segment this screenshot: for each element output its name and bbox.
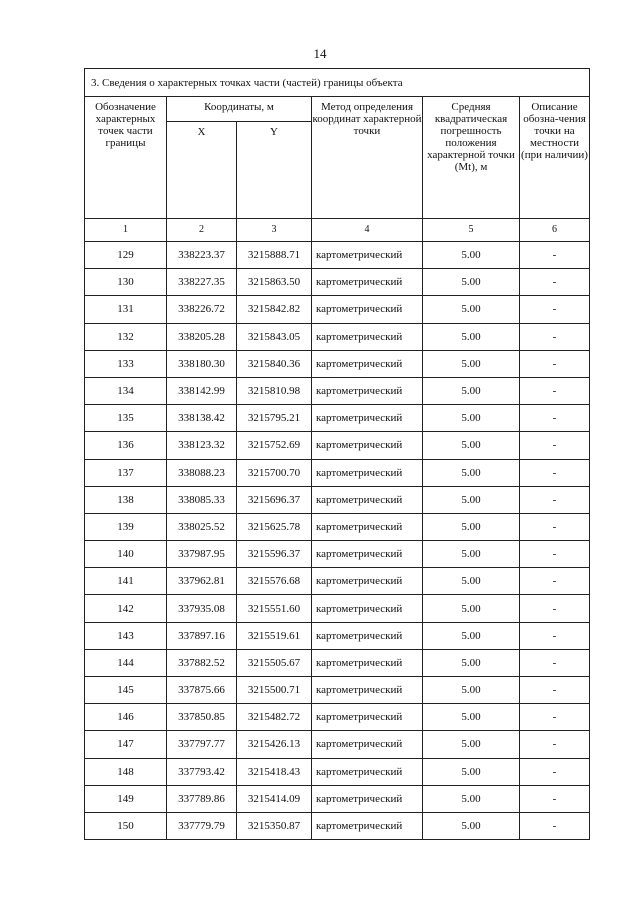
description-cell: - <box>520 513 590 540</box>
header-description: Описание обозна-чения точки на местности (при наличии) <box>520 97 590 219</box>
point-id-cell: 142 <box>85 595 167 622</box>
column-number: 4 <box>312 219 423 242</box>
point-id-cell: 148 <box>85 758 167 785</box>
description-cell: - <box>520 812 590 839</box>
header-y: Y <box>237 122 312 219</box>
y-coordinate-cell: 3215500.71 <box>237 677 312 704</box>
x-coordinate-cell: 337850.85 <box>167 704 237 731</box>
point-id-cell: 141 <box>85 568 167 595</box>
y-coordinate-cell: 3215840.36 <box>237 350 312 377</box>
method-cell: картометрический <box>312 323 423 350</box>
x-coordinate-cell: 338088.23 <box>167 459 237 486</box>
description-cell: - <box>520 677 590 704</box>
table-row <box>85 242 590 269</box>
method-cell: картометрический <box>312 677 423 704</box>
y-coordinate-cell: 3215596.37 <box>237 541 312 568</box>
header-row-top <box>85 97 590 122</box>
accuracy-cell: 5.00 <box>423 269 520 296</box>
y-coordinate-cell: 3215426.13 <box>237 731 312 758</box>
point-id-cell: 132 <box>85 323 167 350</box>
accuracy-cell: 5.00 <box>423 323 520 350</box>
x-coordinate-cell: 337797.77 <box>167 731 237 758</box>
table-row <box>85 541 590 568</box>
point-id-cell: 139 <box>85 513 167 540</box>
y-coordinate-cell: 3215505.67 <box>237 649 312 676</box>
x-coordinate-cell: 338025.52 <box>167 513 237 540</box>
x-coordinate-cell: 338138.42 <box>167 405 237 432</box>
method-cell: картометрический <box>312 812 423 839</box>
point-id-cell: 147 <box>85 731 167 758</box>
point-id-cell: 133 <box>85 350 167 377</box>
x-coordinate-cell: 337987.95 <box>167 541 237 568</box>
description-cell: - <box>520 269 590 296</box>
column-number: 1 <box>85 219 167 242</box>
page-number: 14 <box>313 46 327 61</box>
column-number: 2 <box>167 219 237 242</box>
accuracy-cell: 5.00 <box>423 350 520 377</box>
header-point-designation: Обозначение характерных точек части границы <box>85 97 167 219</box>
x-coordinate-cell: 338223.37 <box>167 242 237 269</box>
x-coordinate-cell: 337779.79 <box>167 812 237 839</box>
x-coordinate-cell: 338085.33 <box>167 486 237 513</box>
accuracy-cell: 5.00 <box>423 704 520 731</box>
table-row <box>85 486 590 513</box>
accuracy-cell: 5.00 <box>423 758 520 785</box>
table-row <box>85 323 590 350</box>
description-cell: - <box>520 296 590 323</box>
table-row <box>85 785 590 812</box>
accuracy-cell: 5.00 <box>423 812 520 839</box>
method-cell: картометрический <box>312 568 423 595</box>
y-coordinate-cell: 3215350.87 <box>237 812 312 839</box>
point-id-cell: 144 <box>85 649 167 676</box>
accuracy-cell: 5.00 <box>423 785 520 812</box>
point-id-cell: 135 <box>85 405 167 432</box>
method-cell: картометрический <box>312 242 423 269</box>
y-coordinate-cell: 3215795.21 <box>237 405 312 432</box>
accuracy-cell: 5.00 <box>423 432 520 459</box>
x-coordinate-cell: 337882.52 <box>167 649 237 676</box>
point-id-cell: 131 <box>85 296 167 323</box>
table-row <box>85 731 590 758</box>
description-cell: - <box>520 377 590 404</box>
accuracy-cell: 5.00 <box>423 377 520 404</box>
header-x: X <box>167 122 237 219</box>
method-cell: картометрический <box>312 269 423 296</box>
accuracy-cell: 5.00 <box>423 459 520 486</box>
description-cell: - <box>520 323 590 350</box>
x-coordinate-cell: 338123.32 <box>167 432 237 459</box>
header-method: Метод определения координат характерной точки <box>312 97 423 219</box>
table-row <box>85 432 590 459</box>
point-id-cell: 137 <box>85 459 167 486</box>
accuracy-cell: 5.00 <box>423 296 520 323</box>
method-cell: картометрический <box>312 513 423 540</box>
method-cell: картометрический <box>312 350 423 377</box>
table-row <box>85 459 590 486</box>
description-cell: - <box>520 350 590 377</box>
accuracy-cell: 5.00 <box>423 541 520 568</box>
point-id-cell: 149 <box>85 785 167 812</box>
y-coordinate-cell: 3215551.60 <box>237 595 312 622</box>
x-coordinate-cell: 337789.86 <box>167 785 237 812</box>
table-row <box>85 622 590 649</box>
table-row <box>85 269 590 296</box>
description-cell: - <box>520 486 590 513</box>
table-row <box>85 405 590 432</box>
description-cell: - <box>520 704 590 731</box>
point-id-cell: 150 <box>85 812 167 839</box>
accuracy-cell: 5.00 <box>423 595 520 622</box>
y-coordinate-cell: 3215843.05 <box>237 323 312 350</box>
y-coordinate-cell: 3215519.61 <box>237 622 312 649</box>
description-cell: - <box>520 242 590 269</box>
boundary-points-table <box>84 68 590 840</box>
y-coordinate-cell: 3215482.72 <box>237 704 312 731</box>
header-coordinates: Координаты, м <box>167 97 312 122</box>
point-id-cell: 136 <box>85 432 167 459</box>
method-cell: картометрический <box>312 486 423 513</box>
table-row <box>85 595 590 622</box>
description-cell: - <box>520 649 590 676</box>
method-cell: картометрический <box>312 541 423 568</box>
point-id-cell: 140 <box>85 541 167 568</box>
method-cell: картометрический <box>312 758 423 785</box>
description-cell: - <box>520 568 590 595</box>
y-coordinate-cell: 3215863.50 <box>237 269 312 296</box>
accuracy-cell: 5.00 <box>423 486 520 513</box>
column-number-row <box>85 219 590 242</box>
x-coordinate-cell: 337875.66 <box>167 677 237 704</box>
accuracy-cell: 5.00 <box>423 513 520 540</box>
y-coordinate-cell: 3215752.69 <box>237 432 312 459</box>
method-cell: картометрический <box>312 296 423 323</box>
table-row <box>85 377 590 404</box>
method-cell: картометрический <box>312 595 423 622</box>
y-coordinate-cell: 3215842.82 <box>237 296 312 323</box>
method-cell: картометрический <box>312 405 423 432</box>
point-id-cell: 130 <box>85 269 167 296</box>
x-coordinate-cell: 338142.99 <box>167 377 237 404</box>
y-coordinate-cell: 3215625.78 <box>237 513 312 540</box>
method-cell: картометрический <box>312 704 423 731</box>
point-id-cell: 146 <box>85 704 167 731</box>
column-number: 3 <box>237 219 312 242</box>
point-id-cell: 138 <box>85 486 167 513</box>
y-coordinate-cell: 3215700.70 <box>237 459 312 486</box>
method-cell: картометрический <box>312 731 423 758</box>
x-coordinate-cell: 337962.81 <box>167 568 237 595</box>
point-id-cell: 143 <box>85 622 167 649</box>
y-coordinate-cell: 3215576.68 <box>237 568 312 595</box>
table-row <box>85 704 590 731</box>
y-coordinate-cell: 3215810.98 <box>237 377 312 404</box>
y-coordinate-cell: 3215696.37 <box>237 486 312 513</box>
x-coordinate-cell: 338205.28 <box>167 323 237 350</box>
description-cell: - <box>520 405 590 432</box>
x-coordinate-cell: 337897.16 <box>167 622 237 649</box>
point-id-cell: 129 <box>85 242 167 269</box>
table-row <box>85 568 590 595</box>
accuracy-cell: 5.00 <box>423 731 520 758</box>
accuracy-cell: 5.00 <box>423 677 520 704</box>
table-row <box>85 296 590 323</box>
y-coordinate-cell: 3215888.71 <box>237 242 312 269</box>
accuracy-cell: 5.00 <box>423 622 520 649</box>
description-cell: - <box>520 731 590 758</box>
table-row <box>85 513 590 540</box>
x-coordinate-cell: 338226.72 <box>167 296 237 323</box>
x-coordinate-cell: 337793.42 <box>167 758 237 785</box>
method-cell: картометрический <box>312 785 423 812</box>
description-cell: - <box>520 595 590 622</box>
description-cell: - <box>520 785 590 812</box>
section-title-row <box>85 69 590 97</box>
column-number: 5 <box>423 219 520 242</box>
description-cell: - <box>520 541 590 568</box>
method-cell: картометрический <box>312 622 423 649</box>
point-id-cell: 145 <box>85 677 167 704</box>
description-cell: - <box>520 622 590 649</box>
table-row <box>85 350 590 377</box>
accuracy-cell: 5.00 <box>423 568 520 595</box>
method-cell: картометрический <box>312 377 423 404</box>
x-coordinate-cell: 338180.30 <box>167 350 237 377</box>
table-row <box>85 758 590 785</box>
description-cell: - <box>520 432 590 459</box>
method-cell: картометрический <box>312 432 423 459</box>
x-coordinate-cell: 338227.35 <box>167 269 237 296</box>
method-cell: картометрический <box>312 649 423 676</box>
header-accuracy: Средняя квадратическая погрешность положения характерной точки (Mt), м <box>423 97 520 219</box>
y-coordinate-cell: 3215414.09 <box>237 785 312 812</box>
method-cell: картометрический <box>312 459 423 486</box>
table-row <box>85 677 590 704</box>
description-cell: - <box>520 758 590 785</box>
table-row <box>85 649 590 676</box>
x-coordinate-cell: 337935.08 <box>167 595 237 622</box>
y-coordinate-cell: 3215418.43 <box>237 758 312 785</box>
column-number: 6 <box>520 219 590 242</box>
accuracy-cell: 5.00 <box>423 405 520 432</box>
table-row <box>85 812 590 839</box>
accuracy-cell: 5.00 <box>423 649 520 676</box>
accuracy-cell: 5.00 <box>423 242 520 269</box>
point-id-cell: 134 <box>85 377 167 404</box>
description-cell: - <box>520 459 590 486</box>
section-title: 3. Сведения о характерных точках части (частей) границы объекта <box>85 69 590 97</box>
